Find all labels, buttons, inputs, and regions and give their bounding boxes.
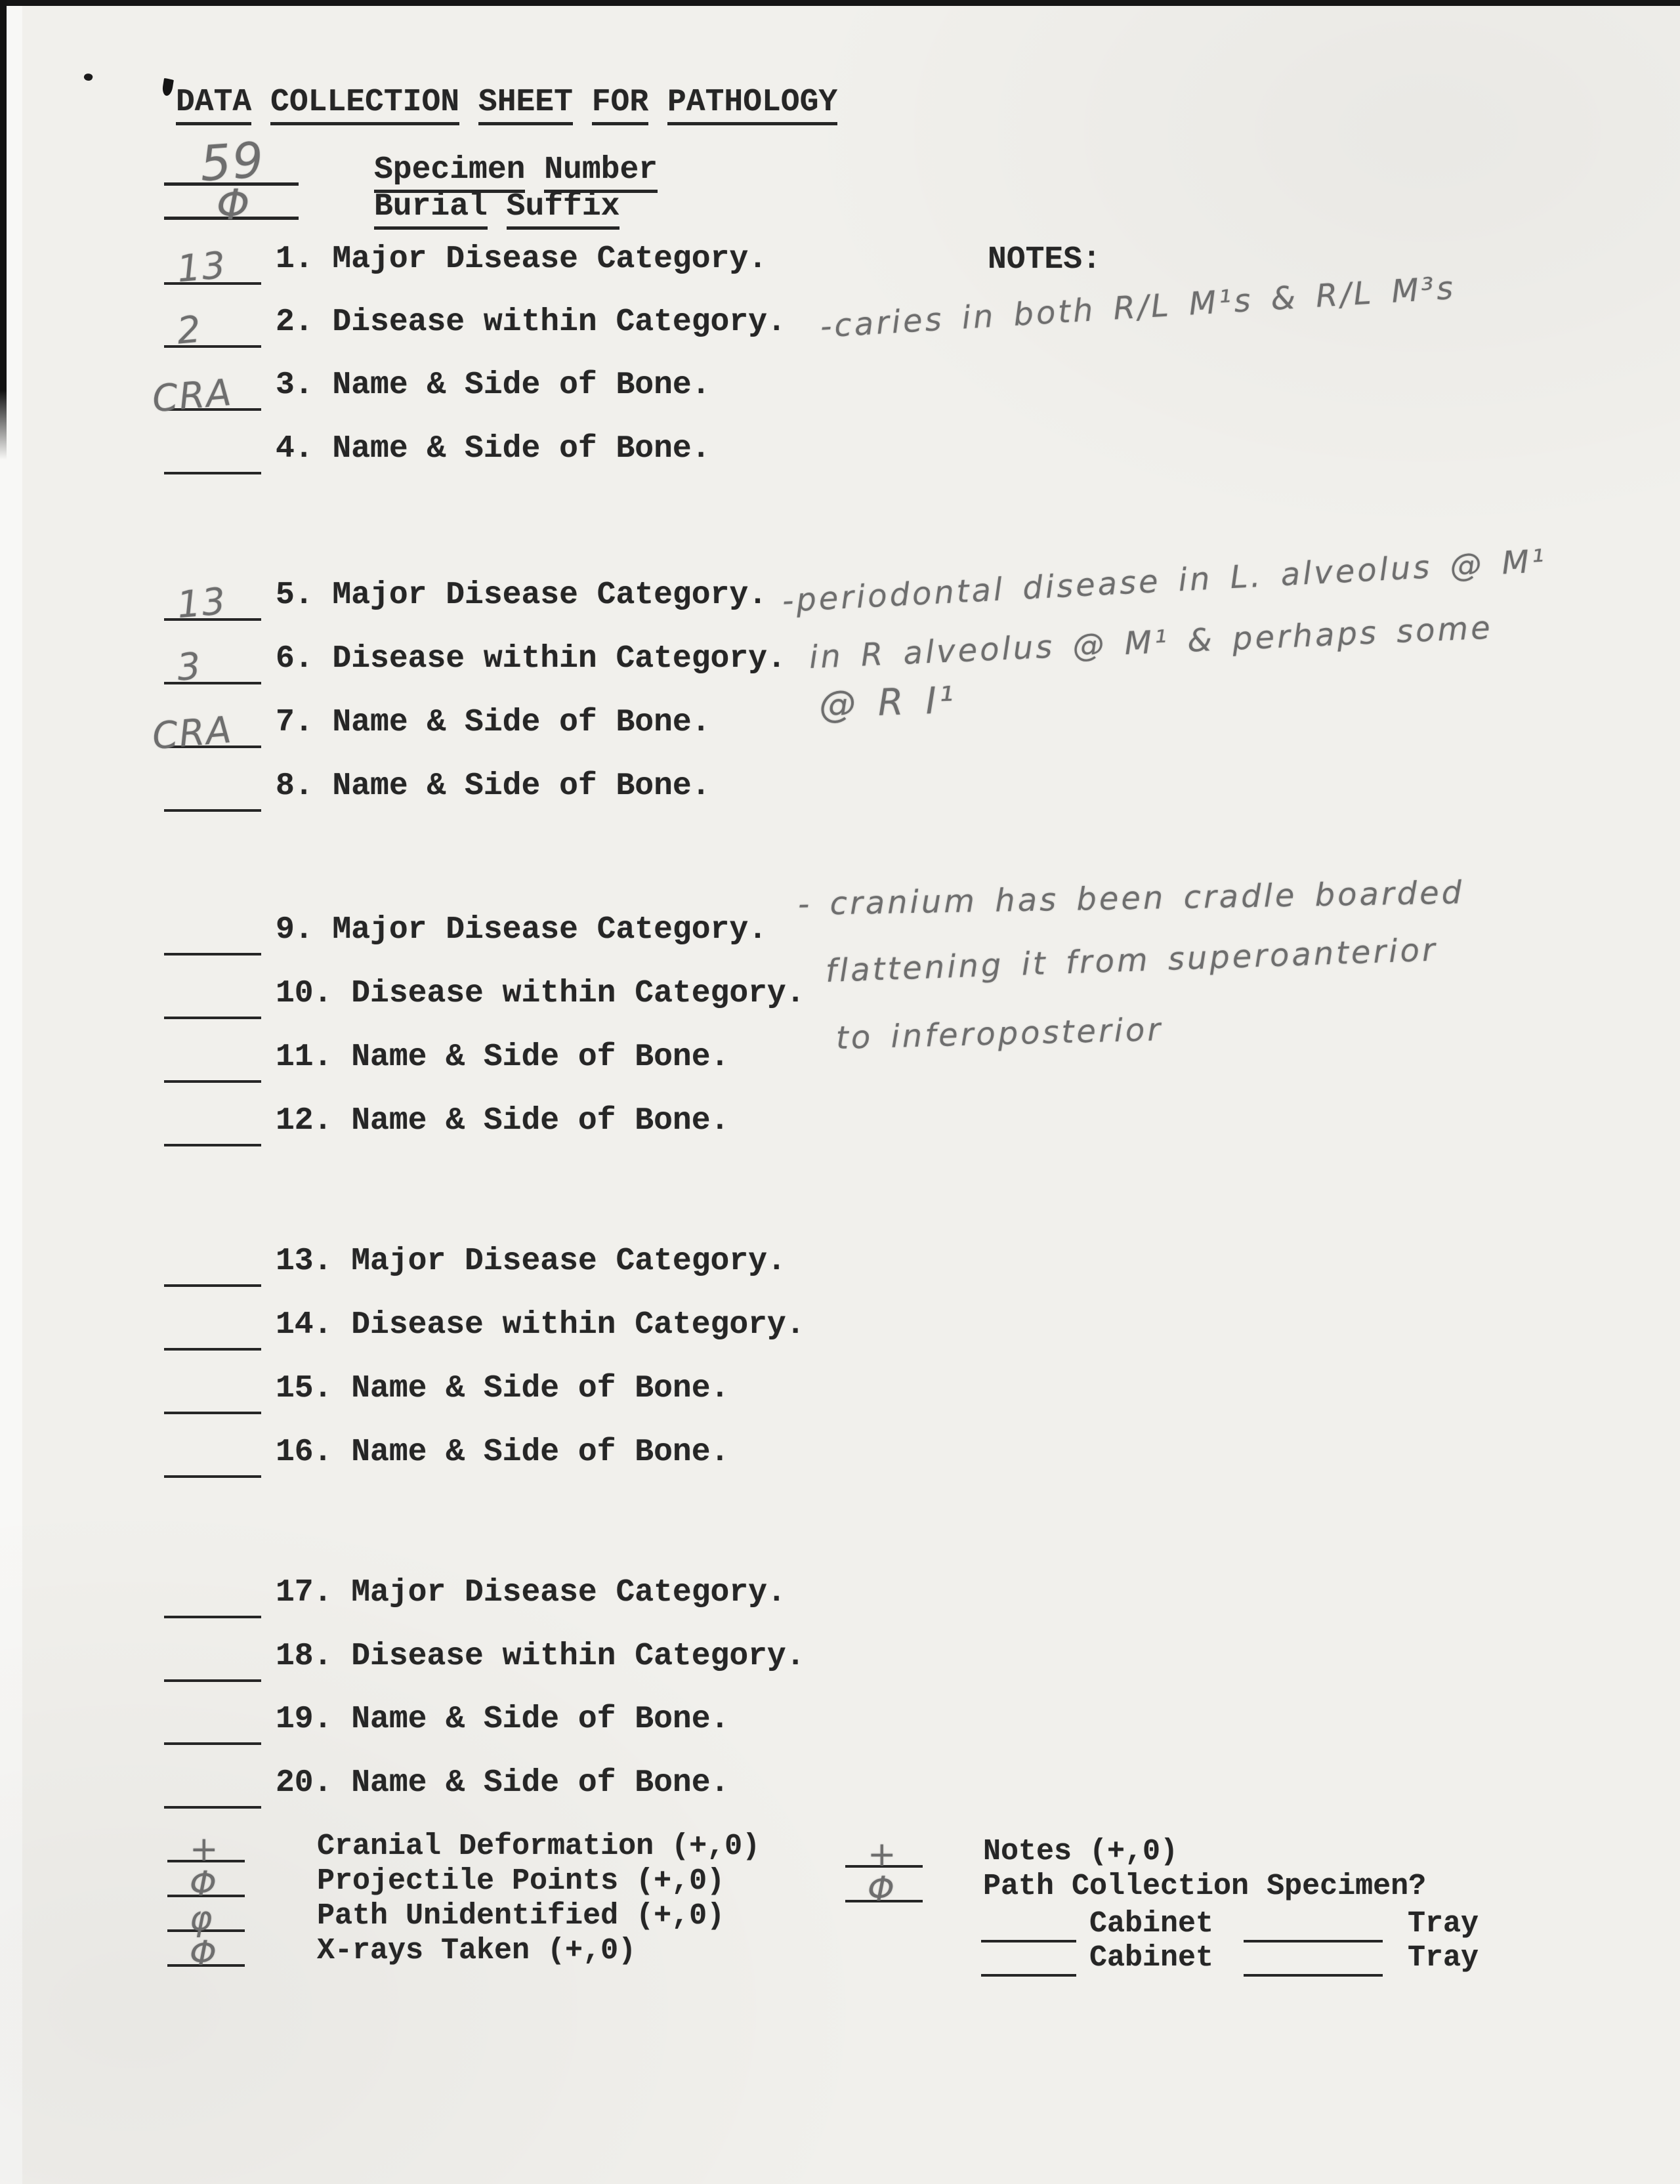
note-cranium-line3: to inferoposterior	[835, 1011, 1164, 1057]
item-text: 2. Disease within Category.	[276, 304, 786, 340]
xrays-taken-value: Φ	[190, 1934, 218, 1973]
item-value: CRA	[150, 708, 234, 759]
title-word: DATA	[176, 85, 251, 125]
path-unidentified-blank	[167, 1897, 245, 1939]
cranial-deformation-value: +	[190, 1830, 220, 1869]
item-blank	[164, 641, 261, 690]
path-collection-label: Path Collection Specimen?	[983, 1870, 1427, 1903]
title-word: SHEET	[478, 85, 573, 125]
projectile-points-value: Φ	[190, 1864, 218, 1904]
item-text: 10. Disease within Category.	[276, 976, 805, 1011]
note-periodontal-line3: @ R I¹	[818, 679, 957, 726]
cabinet-label: Cabinet	[1089, 1941, 1214, 1975]
item-blank	[164, 304, 261, 353]
item-text: 5. Major Disease Category.	[276, 578, 767, 613]
item-blank	[164, 431, 261, 474]
item-blank	[164, 1435, 261, 1478]
item-value: 2	[175, 308, 204, 353]
item-blank	[164, 1371, 261, 1414]
notes-header: NOTES:	[988, 242, 1101, 278]
note-cranium-line2: flattening it from superoanterior	[825, 931, 1438, 990]
item-text: 17. Major Disease Category.	[276, 1575, 786, 1610]
item-blank	[164, 1702, 261, 1745]
item-blank	[164, 768, 261, 812]
item-text: 18. Disease within Category.	[276, 1639, 805, 1674]
item-text: 14. Disease within Category.	[276, 1307, 805, 1343]
item-blank	[164, 242, 261, 291]
cabinet-blank	[981, 1911, 1076, 1942]
item-text: 6. Disease within Category.	[276, 641, 786, 677]
item-value: 13	[175, 579, 228, 627]
title-word: FOR	[592, 85, 648, 125]
item-value: 13	[175, 243, 228, 291]
tray-label: Tray	[1408, 1907, 1479, 1941]
item-text: 8. Name & Side of Bone.	[276, 768, 711, 804]
item-blank	[150, 368, 261, 421]
burial-suffix-blank	[164, 172, 299, 230]
item-blank	[164, 1040, 261, 1083]
projectile-points-blank	[167, 1862, 245, 1904]
title-word: PATHOLOGY	[667, 85, 837, 125]
note-caries: -caries in both R/L M¹s & R/L M³s	[819, 269, 1457, 345]
notes-flag-value: +	[868, 1835, 898, 1874]
item-text: 15. Name & Side of Bone.	[276, 1371, 730, 1406]
item-blank	[164, 1307, 261, 1351]
note-periodontal-line1: -periodontal disease in L. alveolus @ M¹	[781, 542, 1548, 620]
item-text: 9. Major Disease Category.	[276, 912, 767, 948]
scan-edge-left	[0, 0, 7, 459]
note-periodontal-line2: in R alveolus @ M¹ & perhaps some	[808, 609, 1494, 676]
item-blank	[164, 1103, 261, 1146]
ink-speck	[83, 72, 94, 81]
xrays-taken-blank	[167, 1931, 245, 1973]
item-blank	[150, 705, 261, 759]
tray-label: Tray	[1408, 1941, 1479, 1975]
title-word: COLLECTION	[270, 85, 459, 125]
cranial-deformation-blank	[167, 1827, 245, 1869]
item-text: 12. Name & Side of Bone.	[276, 1103, 730, 1139]
item-text: 16. Name & Side of Bone.	[276, 1435, 730, 1470]
item-text: 4. Name & Side of Bone.	[276, 431, 711, 467]
note-cranium-line1: - cranium has been cradle boarded	[797, 874, 1465, 923]
tray-blank	[1244, 1911, 1383, 1942]
item-blank	[164, 1765, 261, 1809]
item-blank	[164, 1575, 261, 1618]
page-title	[176, 85, 837, 125]
item-value: 3	[175, 644, 204, 690]
cabinet-blank	[981, 1945, 1076, 1977]
burial-suffix-handwritten: Φ	[217, 181, 251, 230]
item-text: 7. Name & Side of Bone.	[276, 705, 711, 740]
notes-flag-label: Notes (+,0)	[983, 1835, 1179, 1868]
cranial-deformation-label: Cranial Deformation (+,0)	[317, 1830, 761, 1863]
projectile-points-label: Projectile Points (+,0)	[317, 1864, 725, 1898]
item-text: 20. Name & Side of Bone.	[276, 1765, 730, 1801]
item-text: 13. Major Disease Category.	[276, 1244, 786, 1279]
item-text: 19. Name & Side of Bone.	[276, 1702, 730, 1737]
item-text: 3. Name & Side of Bone.	[276, 368, 711, 403]
item-blank	[164, 578, 261, 627]
path-unidentified-value: φ	[190, 1899, 214, 1939]
ink-speck	[161, 78, 174, 96]
item-blank	[164, 1244, 261, 1287]
item-blank	[164, 912, 261, 956]
notes-flag-blank	[845, 1832, 923, 1874]
item-blank	[164, 1639, 261, 1682]
specimen-number-label: Specimen Number	[374, 152, 658, 193]
item-blank	[164, 976, 261, 1019]
path-collection-value: Φ	[868, 1870, 896, 1909]
item-text: 1. Major Disease Category.	[276, 242, 767, 277]
path-unidentified-label: Path Unidentified (+,0)	[317, 1899, 725, 1933]
tray-blank	[1244, 1945, 1383, 1977]
cabinet-label: Cabinet	[1089, 1907, 1214, 1941]
xrays-taken-label: X-rays Taken (+,0)	[317, 1934, 637, 1967]
burial-suffix-label: Burial Suffix	[374, 189, 620, 230]
scan-edge-top	[0, 0, 1680, 6]
path-collection-blank	[845, 1867, 923, 1909]
item-text: 11. Name & Side of Bone.	[276, 1040, 730, 1075]
specimen-number-handwritten: 59	[198, 131, 267, 193]
item-value: CRA	[150, 371, 234, 421]
